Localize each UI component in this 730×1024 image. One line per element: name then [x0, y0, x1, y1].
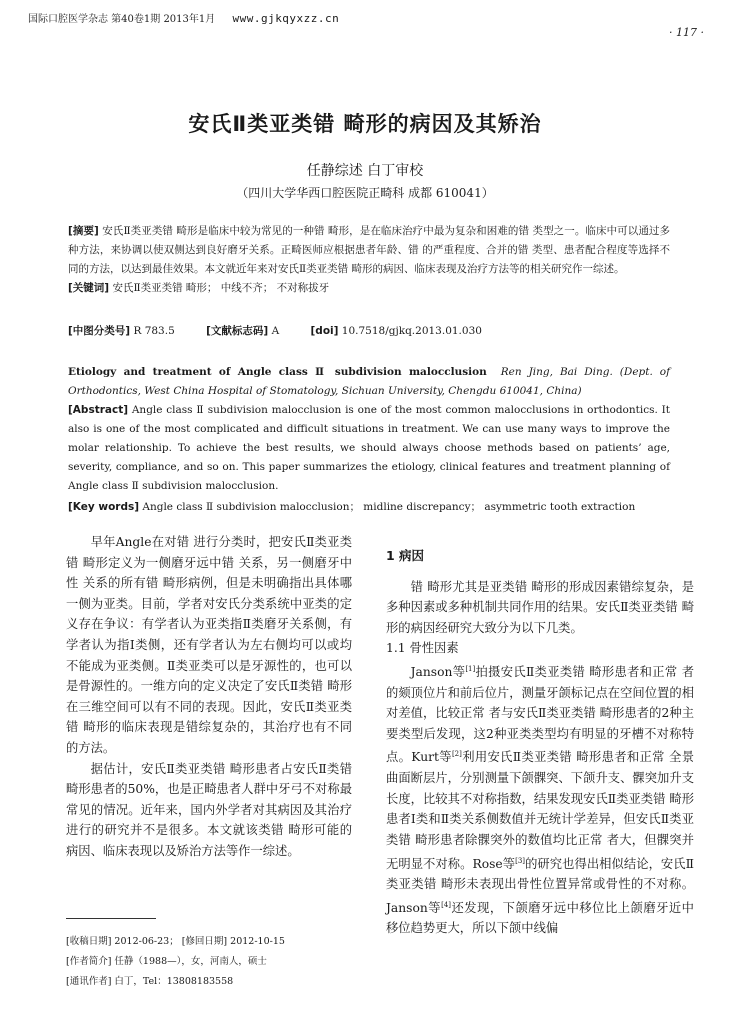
english-abstract-label: [Abstract] [68, 404, 129, 416]
footnote-corresponding: [通讯作者] 白丁，Tel：13808183558 [66, 976, 234, 987]
footnotes [66, 932, 366, 992]
english-abstract-text: Angle class Ⅱ subdivision malocclusion is one of the most common malocclusions in orthodontics. It also is one of the most complicated and difficult situations in treatment. We can use many ways to improve the molar relationship. To achieve the best results, we should always choose methods based on patients’ age, severity, compliance, and so on. This paper summarizes the etiology, clinical features and treatment planning of Angle class Ⅱ subdivision malocclusion. [68, 404, 670, 492]
skeletal-paragraph [386, 659, 694, 939]
intro-paragraph-1: 早年Angle在对错 进行分类时，把安氏Ⅱ类亚类错 畸形定义为一侧磨牙远中错 关系，另一侧磨牙中性 关系的所有错 畸形病例，但是未明确指出具体哪一侧为亚类。目前，学者对安氏分类系统中亚类的定义存在争议：有学者认为亚类指Ⅱ类磨牙关系侧，有学者认为指Ⅰ类侧，还有学者认为左右侧均可以或均不能成为亚类侧。Ⅱ类亚类可以是牙源性的，也可以是骨源性的。一维方向的定义决定了安氏Ⅱ类错 畸形在三维空间可以有不同的表现。因此，安氏Ⅱ类亚类错 畸形的临床表现是错综复杂的，其治疗也有不同的方法。 [66, 535, 352, 755]
text-run: 还发现，下颌磨牙远中移位比上颌磨牙近中移位趋势更大，所以下颌中线偏 [386, 900, 694, 936]
etiology-paragraph: 错 畸形尤其是亚类错 畸形的形成因素错综复杂，是多种因素或多种机制共同作用的结果。安氏Ⅱ类亚类错 畸形的病因经研究大致分为以下几类。 [386, 579, 694, 635]
doc-code-label: [文献标志码] [206, 325, 269, 337]
text-run: Janson等 [410, 665, 466, 680]
running-header [28, 10, 700, 25]
section-heading-etiology: 1 病因 [386, 548, 425, 563]
doi-value[interactable]: 10.7518/gjkq.2013.01.030 [341, 325, 482, 337]
intro-paragraph-2: 据估计，安氏Ⅱ类亚类错 畸形患者占安氏Ⅱ类错 畸形患者的50%，也是正畸患者人群中牙弓不对称最常见的情况。近年来，国内外学者对其病因及其治疗进行的研究并不是很多。本文就该类错 畸形可能的病因、临床表现以及矫治方法等作一综述。 [66, 761, 352, 858]
english-title: Etiology and treatment of Angle class Ⅱ subdivision malocclusion [68, 366, 487, 378]
abstract-label: [摘要] [68, 225, 99, 237]
text-run: 拍摄安氏Ⅱ类亚类错 畸形患者和正常 者的颏顶位片和前后位片，测量牙颌标记点在空间位置的相对差值，比较正常 者与安氏Ⅱ类亚类错 畸形患者的2种主要类型后发现，这2种亚类类型均有明显的牙槽不对称特点。Kurt等 [386, 665, 694, 765]
citation-4[interactable]: [4] [441, 900, 452, 909]
citation-2[interactable]: [2] [451, 750, 462, 759]
clc-value: R 783.5 [133, 325, 175, 337]
keywords-label: [关键词] [68, 282, 110, 294]
citation-3[interactable]: [3] [515, 856, 526, 865]
left-column [66, 532, 352, 862]
english-keywords-text: Angle class Ⅱ subdivision malocclusion； midline discrepancy； asymmetric tooth extraction [142, 501, 636, 513]
abstract-text: 安氏Ⅱ类亚类错 畸形是临床中较为常见的一种错 畸形，是在临床治疗中最为复杂和困难的错 类型之一。临床中可以通过多种方法，来协调以使双侧达到良好磨牙关系。正畸医师应根据患者年龄、错 的严重程度、合并的错 类型、患者配合程度等选择不同的方法，以达到最佳效果。本文就近年来对安氏Ⅱ类亚类错 畸形的病因、临床表现及治疗方法等的相关研究作一综述。 [68, 225, 670, 275]
footnote-divider [66, 918, 156, 919]
english-authors-affiliation: Ren Jing, Bai Ding. (Dept. of Orthodontics, West China Hospital of Stomatology, Sichuan University, Chengdu 610041, China) [68, 366, 670, 397]
authors: 任静综述 白丁审校 [306, 163, 424, 179]
chinese-abstract [68, 222, 670, 298]
article-title: 安氏Ⅱ类亚类错 畸形的病因及其矫治 [188, 112, 542, 136]
classification-line [68, 323, 670, 338]
text-run: 的研究也得出相似结论，安氏Ⅱ类亚类错 畸形未表现出骨性位置异常或骨性的不对称。Janson等 [386, 856, 694, 915]
citation-1[interactable]: [1] [465, 664, 476, 673]
text-run: 利用安氏Ⅱ类亚类错 畸形患者和正常 全景曲面断层片，分别测量下颌髁突、下颌升支、髁突加升支长度，比较其不对称指数，结果发现安氏Ⅱ类亚类错 畸形患者Ⅰ类和Ⅱ类关系侧数值并无统计学差异，但安氏Ⅱ类亚类错 畸形患者除髁突外的数值均比正常 者大，但髁突并无明显不对称。Rose等 [386, 750, 694, 871]
english-abstract [68, 363, 670, 496]
clc-label: [中图分类号] [68, 325, 131, 337]
affiliation: （四川大学华西口腔医院正畸科 成都 610041） [236, 186, 494, 200]
page-number: · 117 · [669, 26, 704, 39]
english-keywords [68, 499, 670, 514]
footnote-author: [作者简介] 任静（1988—），女，河南人，硕士 [66, 956, 267, 967]
journal-info: 国际口腔医学杂志 第40卷1期 2013年1月 [28, 14, 216, 25]
right-column [386, 546, 694, 939]
subsection-heading-skeletal: 1.1 骨性因素 [386, 641, 459, 656]
footnote-dates: [收稿日期] 2012-06-23； [修回日期] 2012-10-15 [66, 936, 285, 947]
doi-label: [doi] [310, 325, 339, 337]
english-keywords-label: [Key words] [68, 501, 140, 513]
doc-code-value: A [271, 325, 280, 337]
journal-url[interactable]: www.gjkqyxzz.cn [232, 12, 340, 25]
keywords-text: 安氏Ⅱ类亚类错 畸形； 中线不齐； 不对称拔牙 [112, 282, 330, 294]
